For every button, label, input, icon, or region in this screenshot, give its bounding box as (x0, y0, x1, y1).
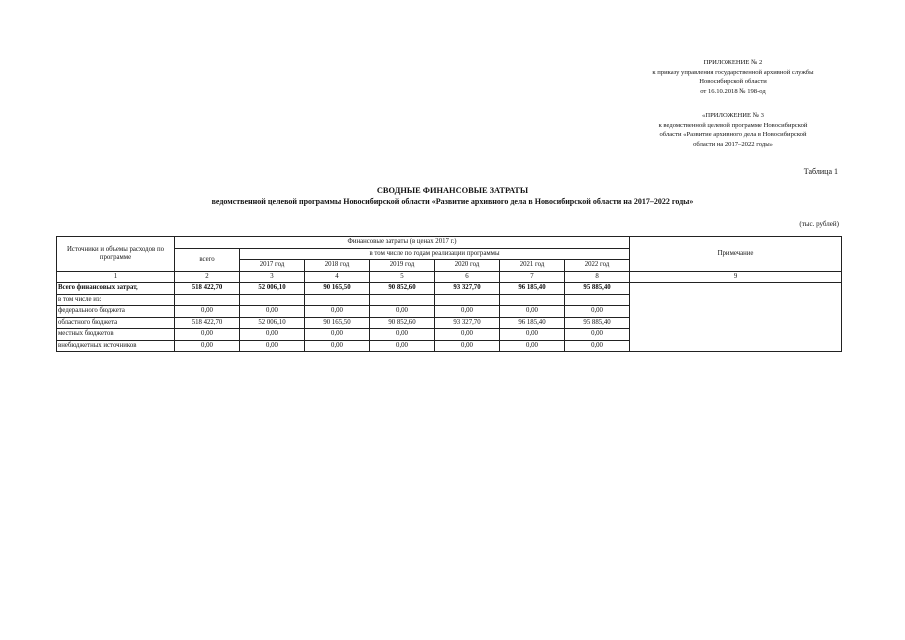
row-year-value (305, 294, 370, 306)
document-title: СВОДНЫЕ ФИНАНСОВЫЕ ЗАТРАТЫ (376, 186, 529, 195)
appendix-2-header (630, 58, 836, 96)
financial-costs-table (56, 236, 842, 352)
row-year-value: 0,00 (500, 329, 565, 341)
row-year-value: 0,00 (565, 329, 630, 341)
table-row (57, 283, 842, 295)
row-year-value: 96 185,40 (500, 283, 565, 295)
column-number: 4 (305, 271, 370, 283)
row-year-value: 90 165,50 (305, 317, 370, 329)
header-year: 2019 год (370, 260, 435, 272)
column-number: 1 (57, 271, 175, 283)
row-year-value: 0,00 (305, 340, 370, 352)
column-number: 6 (435, 271, 500, 283)
header-note: Примечание (630, 237, 842, 272)
row-year-value (435, 294, 500, 306)
row-year-value (500, 294, 565, 306)
column-number: 9 (630, 271, 842, 283)
row-total-value: 0,00 (175, 329, 240, 341)
row-label: областного бюджета (57, 317, 175, 329)
row-total-value: 0,00 (175, 306, 240, 318)
row-year-value: 95 885,40 (565, 283, 630, 295)
row-year-value: 0,00 (500, 340, 565, 352)
row-year-value: 0,00 (435, 329, 500, 341)
row-year-value: 96 185,40 (500, 317, 565, 329)
row-year-value: 0,00 (435, 340, 500, 352)
row-year-value: 90 852,60 (370, 283, 435, 295)
row-year-value: 90 852,60 (370, 317, 435, 329)
row-year-value (565, 294, 630, 306)
row-year-value (240, 294, 305, 306)
column-number: 5 (370, 271, 435, 283)
row-year-value: 0,00 (435, 306, 500, 318)
appendix-3-line: к ведомственной целевой программе Новосибирской (658, 121, 808, 129)
row-year-value: 52 006,10 (240, 317, 305, 329)
row-year-value: 0,00 (305, 329, 370, 341)
row-total-value: 518 422,70 (175, 283, 240, 295)
row-total-value: 518 422,70 (175, 317, 240, 329)
header-year: 2022 год (565, 260, 630, 272)
row-year-value: 0,00 (305, 306, 370, 318)
row-year-value: 93 327,70 (435, 317, 500, 329)
row-label: в том числе из: (57, 294, 175, 306)
header-total: всего (175, 248, 240, 271)
column-number: 7 (500, 271, 565, 283)
row-year-value: 0,00 (370, 340, 435, 352)
row-year-value: 0,00 (240, 306, 305, 318)
row-total-value: 0,00 (175, 340, 240, 352)
header-year: 2017 год (240, 260, 305, 272)
row-year-value: 0,00 (240, 329, 305, 341)
appendix-3-line: «ПРИЛОЖЕНИЕ № 3 (702, 112, 764, 119)
row-year-value: 90 165,50 (305, 283, 370, 295)
appendix-3-header (630, 111, 836, 149)
appendix-3-line: области на 2017–2022 годы» (693, 140, 773, 148)
column-numbers-row (57, 271, 842, 283)
header-year: 2020 год (435, 260, 500, 272)
row-year-value: 0,00 (370, 306, 435, 318)
row-year-value (370, 294, 435, 306)
row-label: Всего финансовых затрат, (57, 283, 175, 295)
row-label: внебюджетных источников (57, 340, 175, 352)
header-financial: Финансовые затраты (в ценах 2017 г.) (175, 237, 630, 249)
appendix-3-line: области «Развитие архивного дела в Новосибирской (659, 131, 807, 139)
row-year-value: 0,00 (565, 306, 630, 318)
table-label: Таблица 1 (803, 167, 838, 176)
document-subtitle: ведомственной целевой программы Новосибирской области «Развитие архивного дела в Новосибирской области на 2017–2022 годы» (211, 197, 694, 206)
header-year: 2018 год (305, 260, 370, 272)
note-cell (630, 283, 842, 352)
row-total-value (175, 294, 240, 306)
appendix-2-line: к приказу управления государственной архивной службы (652, 68, 814, 76)
column-number: 2 (175, 271, 240, 283)
row-label: федерального бюджета (57, 306, 175, 318)
column-number: 8 (565, 271, 630, 283)
header-sources: Источники и объемы расходов по программе (57, 237, 175, 272)
row-year-value: 0,00 (565, 340, 630, 352)
row-year-value: 93 327,70 (435, 283, 500, 295)
appendix-2-line: ПРИЛОЖЕНИЕ № 2 (703, 59, 763, 66)
column-number: 3 (240, 271, 305, 283)
row-year-value: 0,00 (500, 306, 565, 318)
row-year-value: 0,00 (370, 329, 435, 341)
row-label: местных бюджетов (57, 329, 175, 341)
row-year-value: 95 885,40 (565, 317, 630, 329)
header-by-years: в том числе по годам реализации программы (240, 248, 630, 260)
appendix-2-line: Новосибирской области (699, 78, 767, 86)
row-year-value: 0,00 (240, 340, 305, 352)
header-row (57, 237, 842, 249)
units-label: (тыс. рублей) (799, 220, 839, 228)
appendix-2-line: от 16.10.2018 № 198-од (700, 87, 766, 95)
row-year-value: 52 006,10 (240, 283, 305, 295)
header-year: 2021 год (500, 260, 565, 272)
